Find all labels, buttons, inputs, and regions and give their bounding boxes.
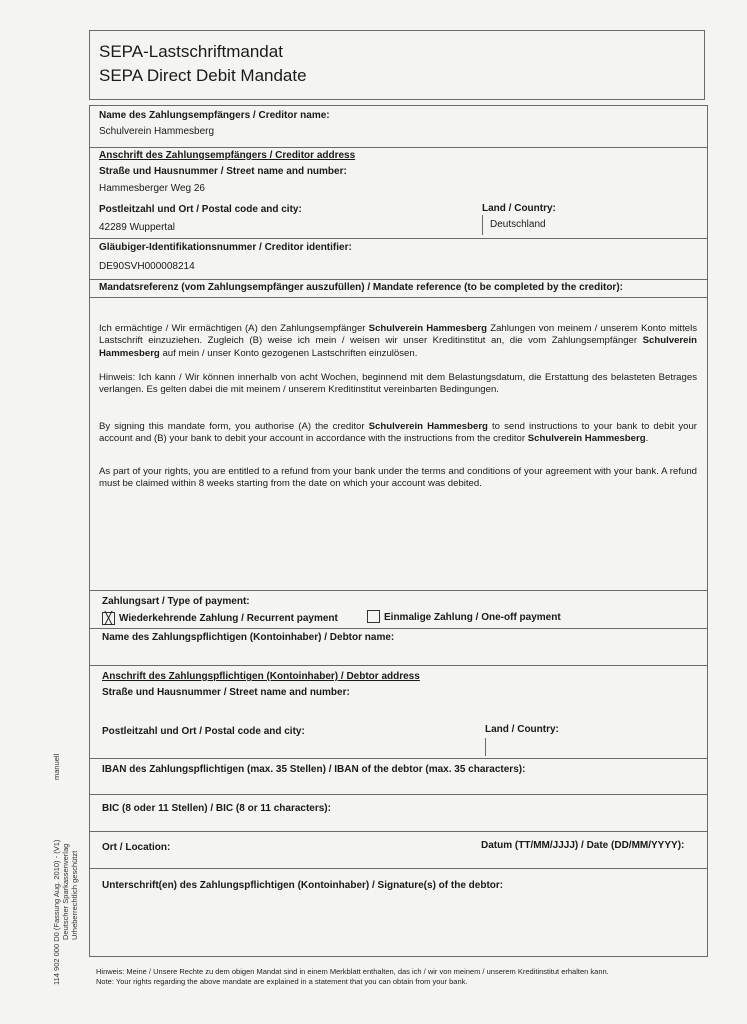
divider	[89, 758, 708, 759]
divider	[89, 665, 708, 666]
divider	[89, 238, 708, 239]
side-note-copyright: Urheberrechtlich geschützt	[70, 850, 79, 940]
english-authorisation-text: By signing this mandate form, you authorise (A) the creditor Schulverein Hammesberg to send instructions to your bank to debit your account and (B) your bank to debit your account in accordance with the instructions from the creditor Schulverein Hammesberg.	[99, 421, 697, 445]
recurrent-payment-label: Wiederkehrende Zahlung / Recurrent payment	[119, 613, 338, 624]
title-english: SEPA Direct Debit Mandate	[99, 66, 307, 85]
side-note-manuell: manuell	[52, 753, 61, 780]
debtor-country-label: Land / Country:	[485, 724, 559, 735]
country-separator	[482, 215, 483, 235]
creditor-address-header: Anschrift des Zahlungsempfängers / Creditor address	[99, 150, 356, 161]
mandate-reference-label: Mandatsreferenz (vom Zahlungsempfänger auszufüllen) / Mandate reference (to be completed by the creditor):	[99, 282, 623, 293]
creditor-street-label: Straße und Hausnummer / Street name and number:	[99, 166, 347, 177]
german-refund-note: Hinweis: Ich kann / Wir können innerhalb von acht Wochen, beginnend mit dem Belastungsdatum, die Erstattung des belasteten Betrages verlangen. Es gelten dabei die mit meinem / unserem Kreditinstitut vereinbarten Bedingungen.	[99, 372, 697, 396]
creditor-country-label: Land / Country:	[482, 203, 556, 214]
creditor-identifier-label: Gläubiger-Identifikationsnummer / Creditor identifier:	[99, 242, 352, 253]
date-label: Datum (TT/MM/JJJJ) / Date (DD/MM/YYYY):	[481, 840, 685, 851]
divider	[89, 147, 708, 148]
german-authorisation-text: Ich ermächtige / Wir ermächtigen (A) den Zahlungsempfänger Schulverein Hammesberg Zahlungen von meinem / unserem Konto mittels Lastschrift einzuziehen. Zugleich (B) weise ich mein / weisen wir unser Kreditinstitut an, die vom Zahlungsempfänger Schulverein Hammesberg auf mein / unser Konto gezogenen Lastschriften einzulösen.	[99, 323, 697, 359]
side-note-publisher: Deutscher Sparkassenverlag	[61, 843, 70, 940]
recurrent-payment-checkbox[interactable]: ╳	[102, 612, 115, 625]
title-german: SEPA-Lastschriftmandat	[99, 42, 283, 61]
creditor-identifier-value: DE90SVH000008214	[99, 261, 195, 272]
creditor-street-value: Hammesberger Weg 26	[99, 183, 205, 194]
title-box	[89, 30, 705, 100]
debtor-name-label: Name des Zahlungspflichtigen (Kontoinhaber) / Debtor name:	[102, 632, 395, 643]
divider	[89, 279, 708, 280]
location-label: Ort / Location:	[102, 842, 171, 853]
debtor-street-label: Straße und Hausnummer / Street name and number:	[102, 687, 350, 698]
divider	[89, 297, 708, 298]
signature-label: Unterschrift(en) des Zahlungspflichtigen (Kontoinhaber) / Signature(s) of the debtor:	[102, 880, 504, 891]
divider	[89, 590, 708, 591]
footer-note-german: Hinweis: Meine / Unsere Rechte zu dem obigen Mandat sind in einem Merkblatt enthalten, das ich / wir von meinem / unserem Kreditinstitut erhalten kann.	[96, 967, 609, 976]
creditor-postal-value: 42289 Wuppertal	[99, 222, 175, 233]
country-separator	[485, 738, 486, 756]
mandate-form	[89, 105, 708, 957]
payment-type-label: Zahlungsart / Type of payment:	[102, 596, 250, 607]
debtor-iban-label: IBAN des Zahlungspflichtigen (max. 35 Stellen) / IBAN of the debtor (max. 35 characters):	[102, 764, 526, 775]
footer-note-english: Note: Your rights regarding the above mandate are explained in a statement that you can obtain from your bank.	[96, 977, 468, 986]
side-note-form-number: 114 902 000 D0 (Fassung Aug. 2010) - (V1)	[52, 839, 61, 985]
divider	[89, 831, 708, 832]
divider	[89, 794, 708, 795]
creditor-name-label: Name des Zahlungsempfängers / Creditor name:	[99, 110, 330, 121]
oneoff-payment-checkbox[interactable]	[367, 610, 380, 623]
creditor-name-value: Schulverein Hammesberg	[99, 126, 215, 137]
english-refund-note: As part of your rights, you are entitled to a refund from your bank under the terms and conditions of your agreement with your bank. A refund must be claimed within 8 weeks starting from the date on which your account was debited.	[99, 466, 697, 490]
creditor-postal-label: Postleitzahl und Ort / Postal code and city:	[99, 204, 302, 215]
oneoff-payment-label: Einmalige Zahlung / One-off payment	[384, 612, 561, 623]
divider	[89, 868, 708, 869]
debtor-address-header: Anschrift des Zahlungspflichtigen (Kontoinhaber) / Debtor address	[102, 671, 420, 682]
debtor-bic-label: BIC (8 oder 11 Stellen) / BIC (8 or 11 characters):	[102, 803, 331, 814]
creditor-country-value: Deutschland	[490, 219, 546, 230]
divider	[89, 628, 708, 629]
debtor-postal-label: Postleitzahl und Ort / Postal code and city:	[102, 726, 305, 737]
